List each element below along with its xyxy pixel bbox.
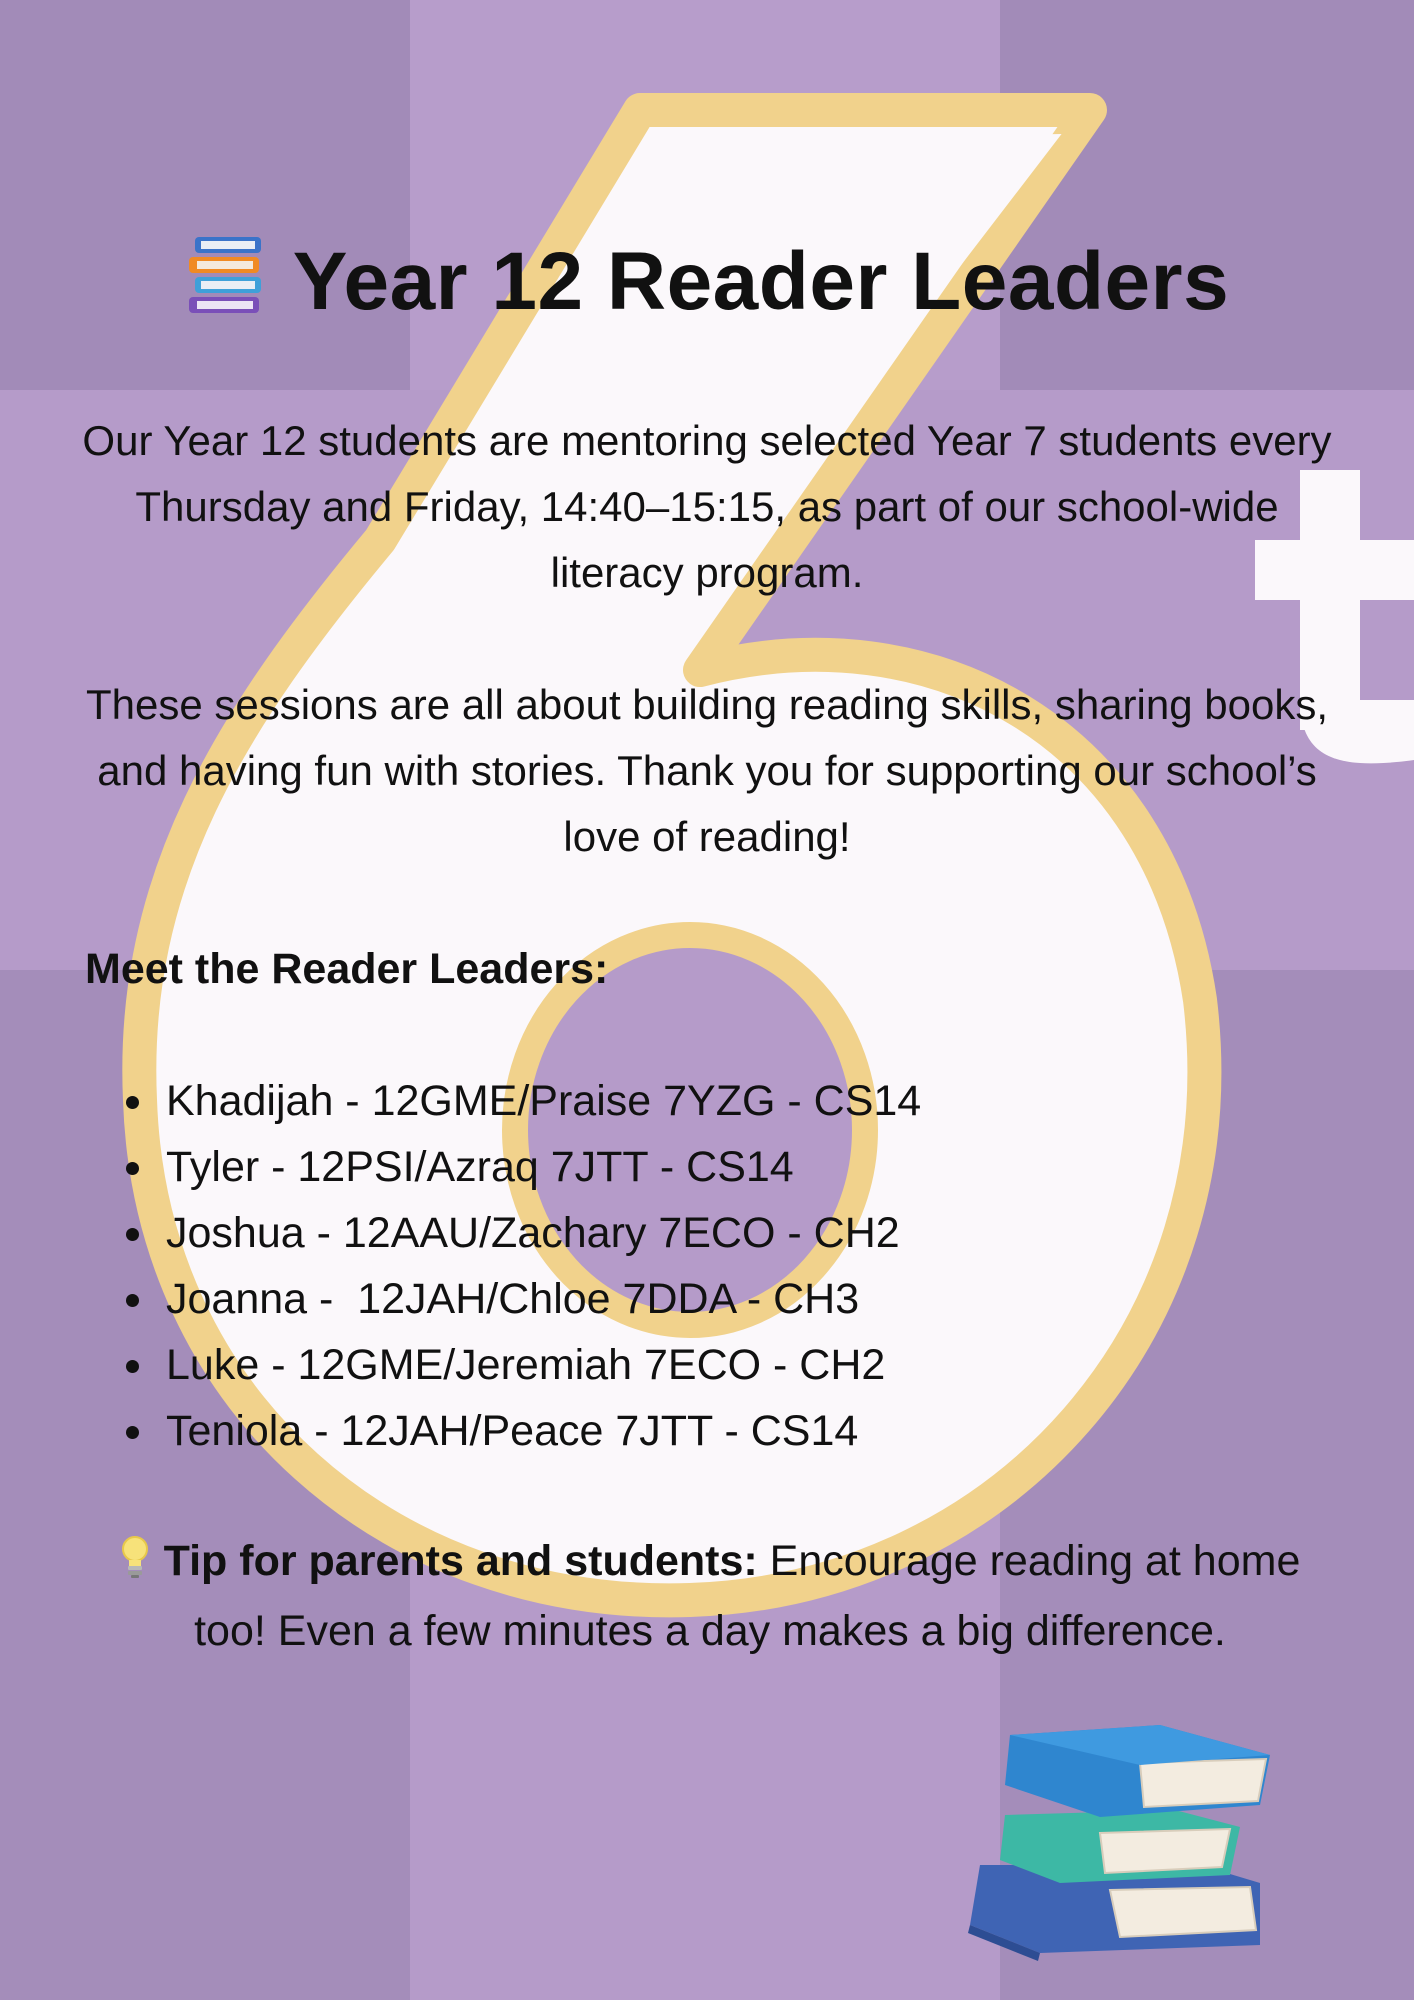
- stacked-books-illustration: [960, 1715, 1290, 1965]
- bullet-icon: [126, 1294, 139, 1307]
- list-item: [120, 1068, 921, 1134]
- sessions-paragraph: These sessions are all about building reading skills, sharing books, and having fun with stories. Thank you for supporting our school’s love of reading!: [85, 681, 1329, 860]
- list-item: [120, 1398, 921, 1464]
- tip-text: Encourage reading at home too! Even a few minutes a day makes a big difference.: [194, 1537, 1301, 1655]
- leaders-list: [120, 1068, 921, 1464]
- bullet-icon: [126, 1096, 139, 1109]
- list-item: [120, 1200, 921, 1266]
- leader-text: Teniola - 12JAH/Peace 7JTT - CS14: [166, 1407, 859, 1455]
- meet-heading: Meet the Reader Leaders:: [85, 945, 609, 993]
- bullet-icon: [126, 1228, 139, 1241]
- light-bulb-icon: [120, 1532, 150, 1598]
- bullet-icon: [126, 1426, 139, 1439]
- page-title: [0, 232, 1414, 338]
- books-stack-icon: [185, 235, 269, 338]
- bullet-icon: [126, 1360, 139, 1373]
- intro-paragraph: Our Year 12 students are mentoring selected Year 7 students every Thursday and Friday, 14:40–15:15, as part of our school-wide literacy program.: [82, 417, 1332, 596]
- list-item: [120, 1134, 921, 1200]
- page-title-text: Year 12 Reader Leaders: [292, 236, 1230, 327]
- list-item: [120, 1266, 921, 1332]
- leader-text: Tyler - 12PSI/Azraq 7JTT - CS14: [166, 1143, 794, 1191]
- leader-text: Luke - 12GME/Jeremiah 7ECO - CH2: [166, 1341, 886, 1389]
- list-item: [120, 1332, 921, 1398]
- tip-paragraph: [100, 1528, 1320, 1664]
- leader-text: Joanna - 12JAH/Chloe 7DDA - CH3: [166, 1275, 860, 1323]
- leader-text: Khadijah - 12GME/Praise 7YZG - CS14: [166, 1077, 922, 1125]
- tip-label: Tip for parents and students:: [163, 1537, 758, 1585]
- leader-text: Joshua - 12AAU/Zachary 7ECO - CH2: [166, 1209, 900, 1257]
- bullet-icon: [126, 1162, 139, 1175]
